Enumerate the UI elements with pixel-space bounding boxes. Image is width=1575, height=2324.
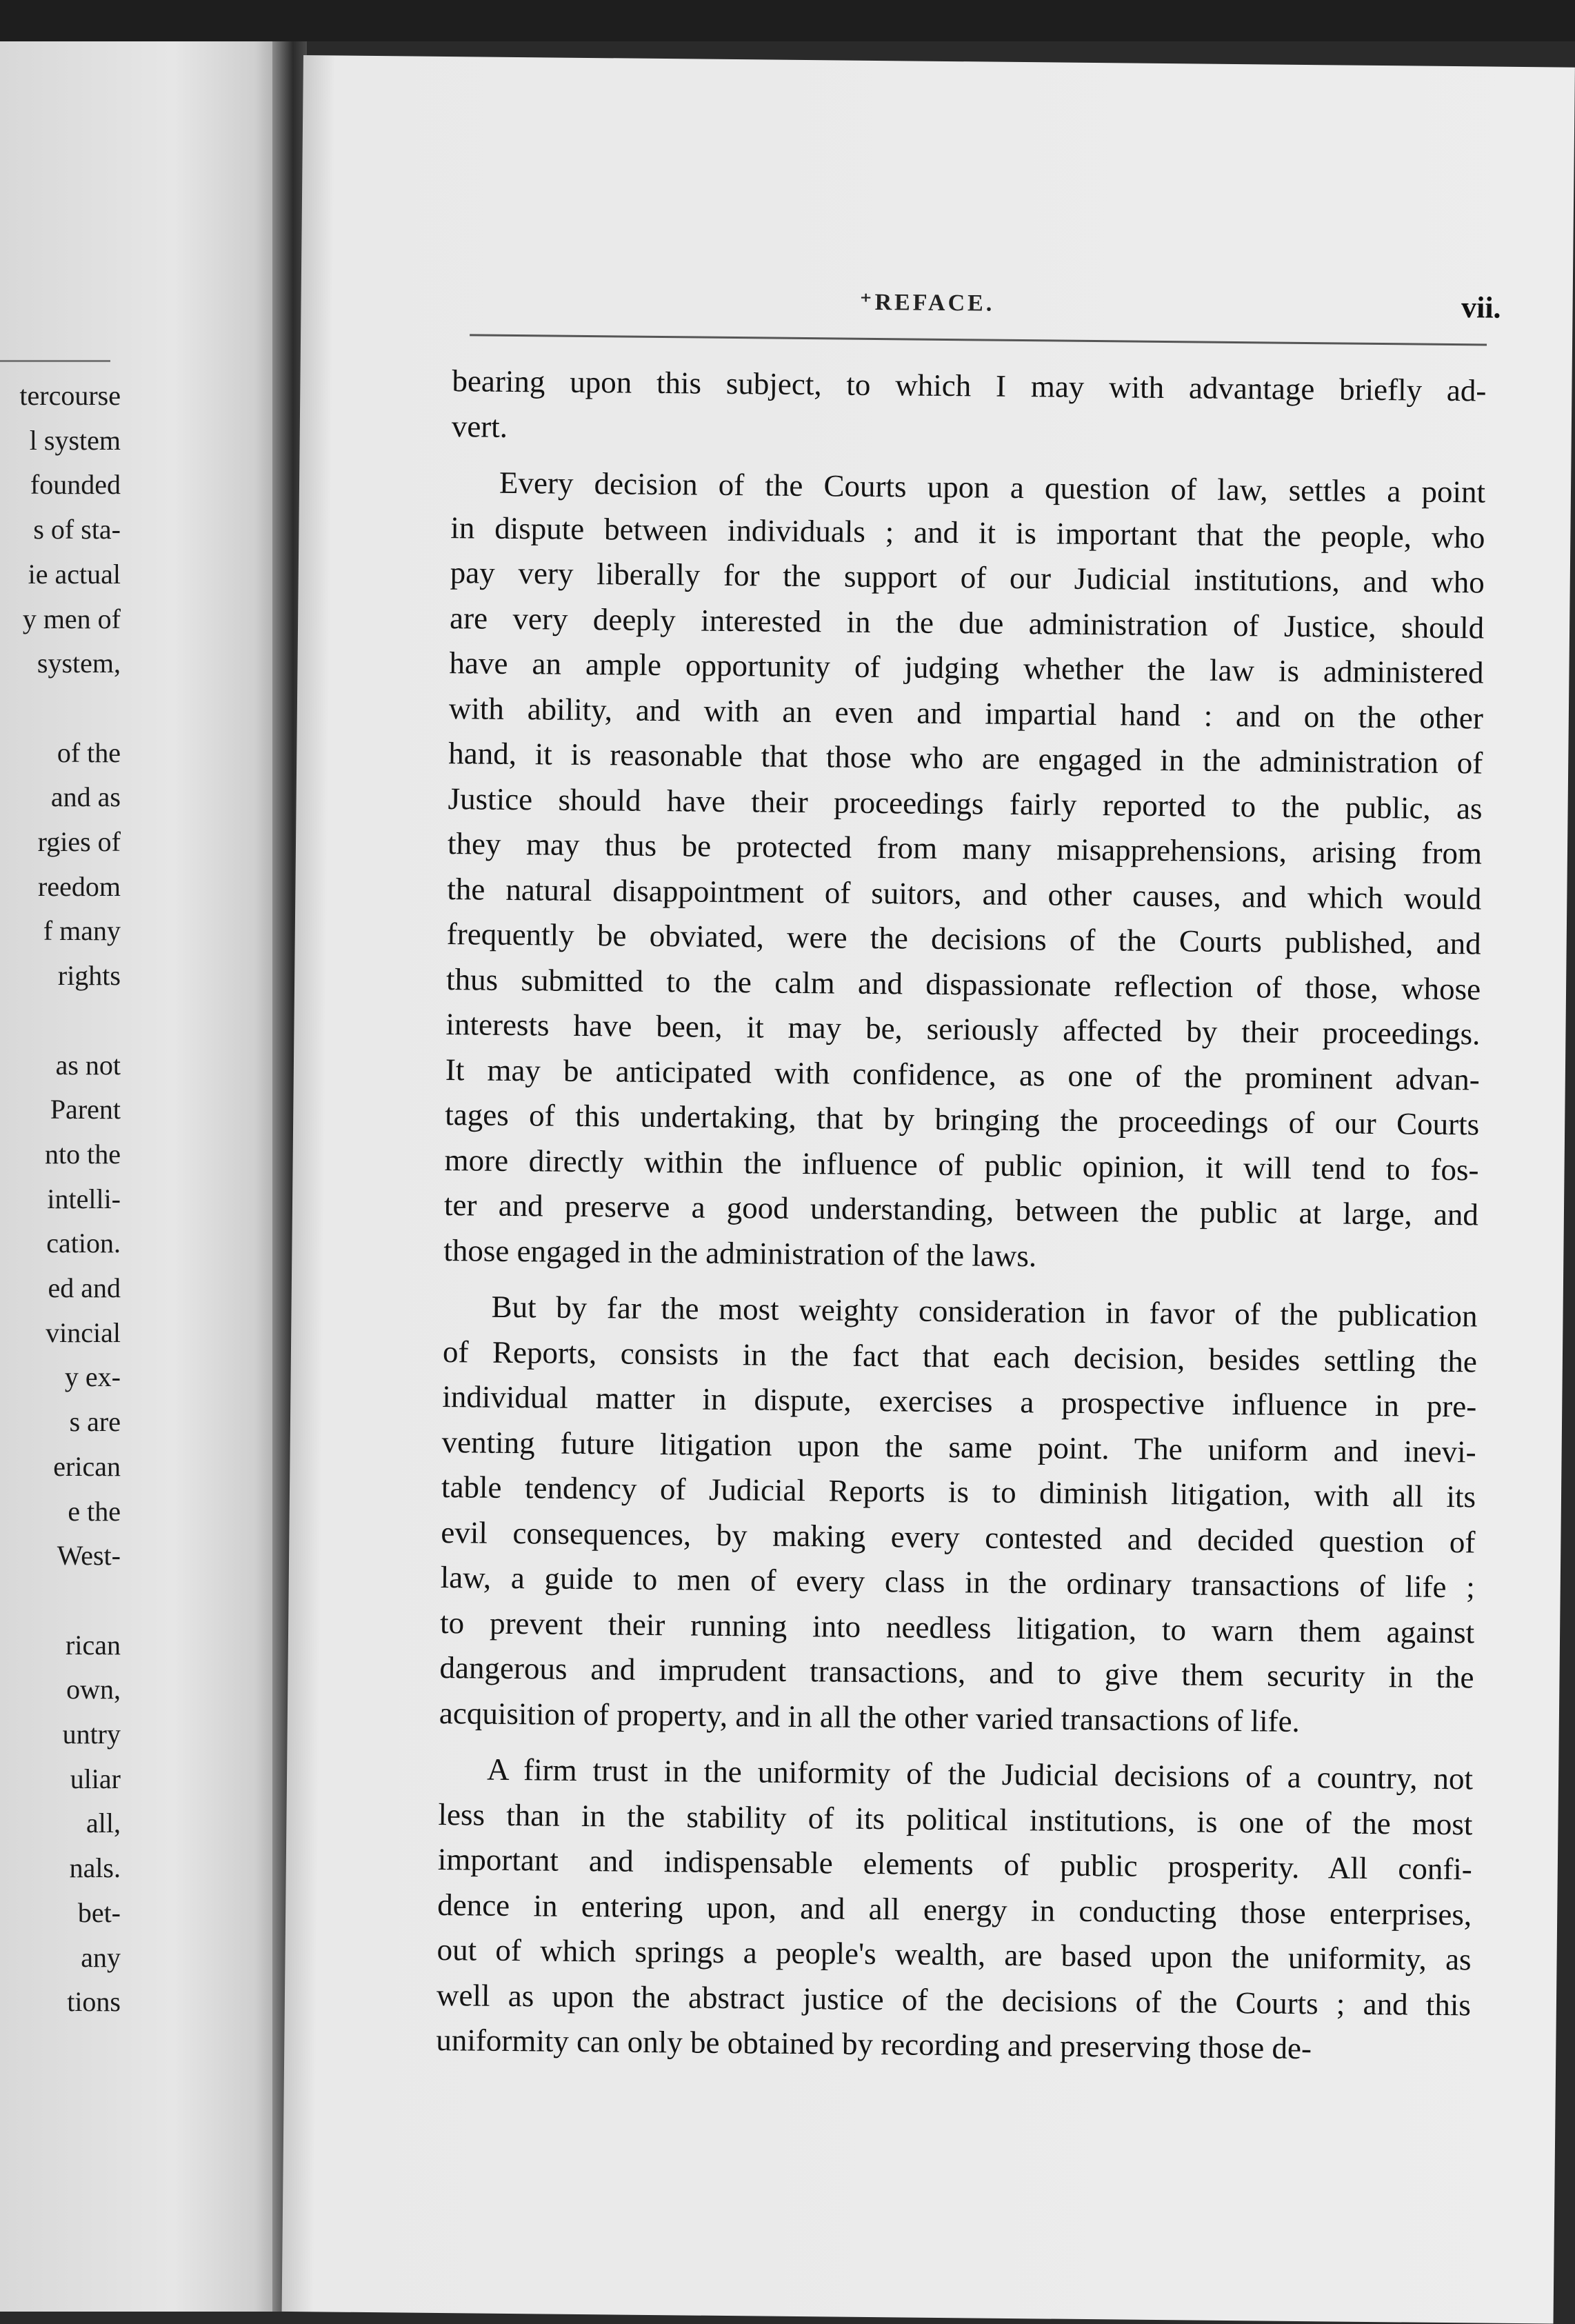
text-line: well as upon the abstract justice of the decisions of the Courts ; and this bbox=[436, 1977, 1472, 2022]
left-page-line: e the bbox=[68, 1495, 121, 1527]
text-line: more directly within the influence of public opinion, it will tend to fos- bbox=[444, 1142, 1479, 1187]
left-page-line: y men of bbox=[22, 603, 121, 634]
running-head-title: ⁺REFACE. bbox=[859, 289, 995, 317]
text-line: law, a guide to men of every class in the ordinary transactions of life ; bbox=[440, 1560, 1475, 1605]
text-line: those engaged in the administration of the laws. bbox=[443, 1232, 1037, 1273]
text-line: less than in the stability of its political institutions, is one of the most bbox=[438, 1796, 1473, 1841]
text-line: vert. bbox=[451, 408, 508, 444]
text-line: ter and preserve a good understanding, between the public at large, and bbox=[443, 1188, 1479, 1232]
left-page-line: nals. bbox=[69, 1852, 121, 1884]
text-line: are very deeply interested in the due administration of Justice, should bbox=[449, 600, 1485, 645]
text-line: uniformity can only be obtained by recording and preserving those de- bbox=[436, 2022, 1312, 2066]
text-line: It may be anticipated with confidence, as one of the prominent advan- bbox=[445, 1052, 1481, 1096]
body-text bbox=[436, 359, 1487, 2073]
left-page-line: all, bbox=[86, 1807, 121, 1839]
left-page-line: founded bbox=[30, 469, 121, 501]
left-page-line: erican bbox=[53, 1450, 121, 1482]
scan-top-shadow bbox=[0, 0, 1575, 41]
left-page-line: vincial bbox=[46, 1316, 121, 1348]
text-line: with ability, and with an even and impartial hand : and on the other bbox=[448, 690, 1484, 735]
text-line: dangerous and imprudent transactions, and to give them security in the bbox=[439, 1650, 1474, 1695]
text-line: to prevent their running into needless litigation, to warn them against bbox=[439, 1605, 1475, 1650]
left-page-text bbox=[0, 41, 121, 2312]
left-page-line: Parent bbox=[50, 1094, 121, 1125]
text-line: have an ample opportunity of judging whether the law is administered bbox=[449, 645, 1484, 690]
left-page-line: ed and bbox=[48, 1272, 121, 1303]
left-page-line: rgies of bbox=[37, 826, 121, 857]
text-line: in dispute between individuals ; and it is important that the people, who bbox=[450, 510, 1485, 554]
text-line: individual matter in dispute, exercises a prospective influence in pre- bbox=[442, 1379, 1477, 1424]
text-line: out of which springs a people's wealth, are based upon the uniformity, as bbox=[437, 1932, 1472, 1977]
left-page-line: nto the bbox=[45, 1138, 121, 1170]
left-page-line: tions bbox=[67, 1986, 121, 2018]
left-page-line: intelli- bbox=[47, 1183, 121, 1214]
text-line: Justice should have their proceedings fairly reported to the public, as bbox=[448, 781, 1483, 825]
text-line: frequently be obviated, were the decisions of the Courts published, and bbox=[446, 916, 1481, 961]
text-line: they may thus be protected from many misapprehensions, arising from bbox=[447, 826, 1483, 871]
left-page-line: uliar bbox=[70, 1763, 121, 1794]
text-line: important and indispensable elements of public prosperity. All confi- bbox=[437, 1841, 1473, 1887]
text-line: tages of this undertaking, that by bringing the proceedings of our Courts bbox=[445, 1097, 1480, 1142]
main-page bbox=[282, 55, 1575, 2324]
left-page-line: s of sta- bbox=[33, 514, 121, 545]
left-page-line: s are bbox=[69, 1406, 121, 1438]
left-page-line: any bbox=[81, 1941, 121, 1973]
text-line: thus submitted to the calm and dispassionate reflection of those, whose bbox=[445, 961, 1481, 1006]
text-line: evil consequences, by making every contested and decided question of bbox=[441, 1514, 1476, 1559]
text-line: interests have been, it may be, seriously affected by their proceedings. bbox=[445, 1007, 1481, 1052]
text-line: the natural disappointment of suitors, and other causes, and which would bbox=[447, 871, 1482, 916]
text-line: bearing upon this subject, to which I may with advantage briefly ad- bbox=[452, 363, 1487, 408]
left-page-line: rights bbox=[57, 960, 121, 992]
left-page-line: system, bbox=[37, 648, 121, 679]
left-page-line: of the bbox=[57, 737, 121, 768]
text-line: dence in entering upon, and all energy in conducting those enterprises, bbox=[437, 1887, 1472, 1932]
text-line: venting future litigation upon the same point. The uniform and inevi- bbox=[441, 1424, 1476, 1469]
text-line: table tendency of Judicial Reports is to diminish litigation, with all its bbox=[441, 1470, 1476, 1514]
header-rule bbox=[470, 334, 1487, 345]
left-page-line: untry bbox=[62, 1719, 121, 1750]
paragraph bbox=[439, 1284, 1478, 1745]
left-page-line: l system bbox=[29, 424, 121, 456]
left-page-line: rican bbox=[66, 1629, 121, 1661]
left-page-line: bet- bbox=[77, 1896, 121, 1928]
text-line: pay very liberally for the support of our Judicial institutions, and who bbox=[450, 555, 1485, 600]
left-page-line: cation. bbox=[46, 1228, 121, 1259]
text-line: But by far the most weighty consideration in favor of the publication bbox=[491, 1289, 1478, 1334]
text-line: A firm trust in the uniformity of the Judicial decisions of a country, not bbox=[486, 1752, 1474, 1796]
left-page-line: reedom bbox=[38, 870, 121, 902]
text-line: of Reports, consists in the fact that each decision, besides settling the bbox=[442, 1334, 1478, 1379]
left-page-line: as not bbox=[55, 1049, 121, 1081]
paragraph bbox=[436, 1747, 1473, 2073]
text-line: hand, it is reasonable that those who are engaged in the administration of bbox=[448, 736, 1483, 781]
running-head bbox=[301, 283, 1501, 336]
left-page bbox=[0, 41, 290, 2312]
left-page-line: West- bbox=[57, 1540, 121, 1572]
paragraph bbox=[443, 460, 1485, 1283]
left-page-line: ie actual bbox=[28, 558, 121, 590]
left-page-line: and as bbox=[50, 781, 121, 813]
text-line: acquisition of property, and in all the other varied transactions of life. bbox=[439, 1695, 1301, 1739]
left-page-line: own, bbox=[66, 1674, 121, 1705]
paragraph bbox=[452, 359, 1487, 459]
left-page-line: f many bbox=[43, 915, 121, 947]
page-number: vii. bbox=[1461, 290, 1501, 325]
left-page-line: tercourse bbox=[19, 380, 121, 411]
left-page-line: y ex- bbox=[64, 1361, 121, 1393]
text-line: Every decision of the Courts upon a question of law, settles a point bbox=[499, 465, 1486, 510]
